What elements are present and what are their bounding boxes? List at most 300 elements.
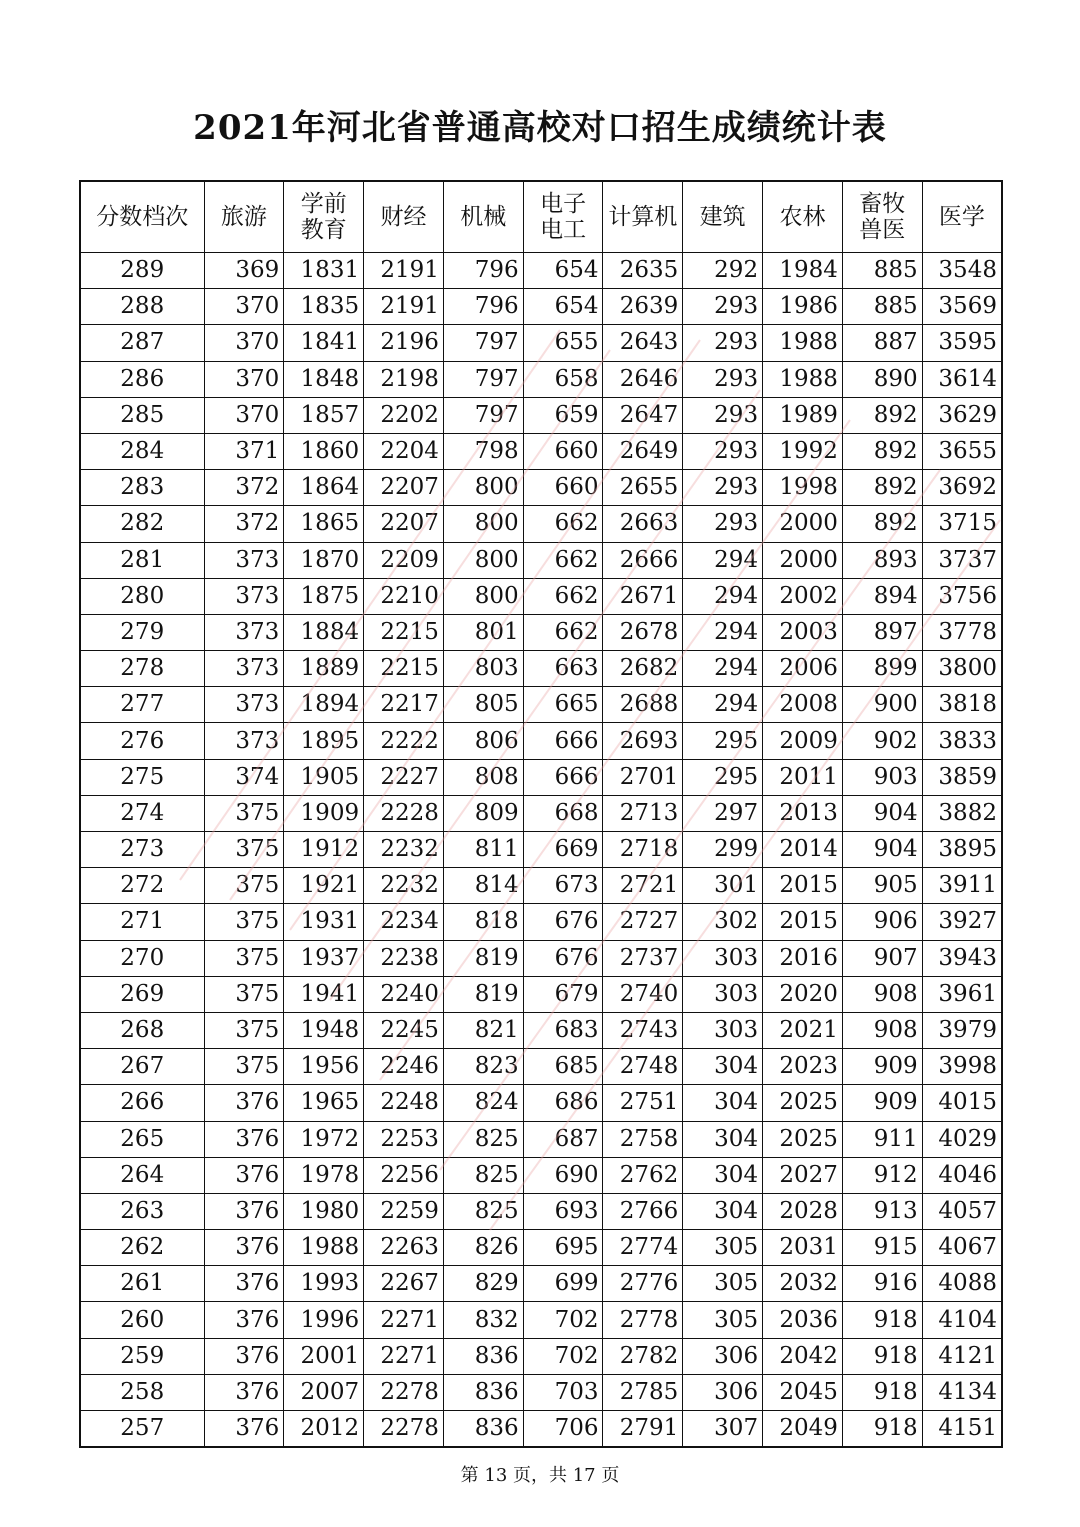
- rank-cell: 918: [842, 1374, 922, 1410]
- rank-cell: 1978: [284, 1157, 364, 1193]
- rank-cell: 796: [443, 289, 523, 325]
- rank-cell: 2655: [603, 470, 683, 506]
- score-level-cell: 275: [80, 759, 204, 795]
- score-level-cell: 266: [80, 1085, 204, 1121]
- column-header: 农林: [763, 181, 843, 253]
- table-row: [80, 723, 1002, 759]
- rank-cell: 2785: [603, 1374, 683, 1410]
- rank-cell: 375: [204, 868, 284, 904]
- rank-cell: 1931: [284, 904, 364, 940]
- rank-cell: 4151: [922, 1411, 1002, 1448]
- rank-cell: 825: [443, 1121, 523, 1157]
- rank-cell: 702: [523, 1338, 603, 1374]
- rank-cell: 2207: [364, 506, 444, 542]
- rank-cell: 293: [683, 361, 763, 397]
- rank-cell: 2045: [763, 1374, 843, 1410]
- rank-cell: 2766: [603, 1193, 683, 1229]
- rank-cell: 2758: [603, 1121, 683, 1157]
- rank-cell: 2762: [603, 1157, 683, 1193]
- rank-cell: 673: [523, 868, 603, 904]
- rank-cell: 907: [842, 940, 922, 976]
- rank-cell: 376: [204, 1157, 284, 1193]
- rank-cell: 2000: [763, 506, 843, 542]
- rank-cell: 904: [842, 832, 922, 868]
- rank-cell: 3569: [922, 289, 1002, 325]
- rank-cell: 376: [204, 1121, 284, 1157]
- rank-cell: 1905: [284, 759, 364, 795]
- rank-cell: 1948: [284, 1012, 364, 1048]
- table-row: [80, 1049, 1002, 1085]
- rank-cell: 293: [683, 506, 763, 542]
- rank-cell: 2267: [364, 1266, 444, 1302]
- rank-cell: 687: [523, 1121, 603, 1157]
- score-level-cell: 285: [80, 397, 204, 433]
- rank-cell: 4046: [922, 1157, 1002, 1193]
- score-level-cell: 263: [80, 1193, 204, 1229]
- rank-cell: 295: [683, 759, 763, 795]
- rank-cell: 1956: [284, 1049, 364, 1085]
- score-level-cell: 284: [80, 433, 204, 469]
- rank-cell: 2007: [284, 1374, 364, 1410]
- rank-cell: 693: [523, 1193, 603, 1229]
- table-row: [80, 1266, 1002, 1302]
- rank-cell: 909: [842, 1085, 922, 1121]
- table-row: [80, 433, 1002, 469]
- rank-cell: 2718: [603, 832, 683, 868]
- rank-cell: 1937: [284, 940, 364, 976]
- table-row: [80, 976, 1002, 1012]
- rank-cell: 3629: [922, 397, 1002, 433]
- rank-cell: 294: [683, 687, 763, 723]
- score-level-cell: 271: [80, 904, 204, 940]
- rank-cell: 798: [443, 433, 523, 469]
- rank-cell: 2245: [364, 1012, 444, 1048]
- rank-cell: 306: [683, 1374, 763, 1410]
- rank-cell: 2027: [763, 1157, 843, 1193]
- rank-cell: 2666: [603, 542, 683, 578]
- rank-cell: 301: [683, 868, 763, 904]
- rank-cell: 3692: [922, 470, 1002, 506]
- rank-cell: 376: [204, 1374, 284, 1410]
- rank-cell: 1986: [763, 289, 843, 325]
- score-level-cell: 286: [80, 361, 204, 397]
- rank-cell: 2028: [763, 1193, 843, 1229]
- rank-cell: 370: [204, 325, 284, 361]
- rank-cell: 890: [842, 361, 922, 397]
- rank-cell: 1980: [284, 1193, 364, 1229]
- rank-cell: 801: [443, 614, 523, 650]
- rank-cell: 3882: [922, 795, 1002, 831]
- rank-cell: 2036: [763, 1302, 843, 1338]
- rank-cell: 911: [842, 1121, 922, 1157]
- rank-cell: 829: [443, 1266, 523, 1302]
- rank-cell: 885: [842, 289, 922, 325]
- rank-cell: 1984: [763, 253, 843, 289]
- table-row: [80, 904, 1002, 940]
- rank-cell: 369: [204, 253, 284, 289]
- rank-cell: 909: [842, 1049, 922, 1085]
- rank-cell: 4104: [922, 1302, 1002, 1338]
- rank-cell: 915: [842, 1230, 922, 1266]
- rank-cell: 902: [842, 723, 922, 759]
- rank-cell: 376: [204, 1193, 284, 1229]
- page-title: 2021年河北省普通高校对口招生成绩统计表: [193, 108, 887, 148]
- column-header: 学前 教育: [284, 181, 364, 253]
- rank-cell: 683: [523, 1012, 603, 1048]
- rank-cell: 2671: [603, 578, 683, 614]
- rank-cell: 885: [842, 253, 922, 289]
- score-level-cell: 261: [80, 1266, 204, 1302]
- rank-cell: 307: [683, 1411, 763, 1448]
- table-row: [80, 868, 1002, 904]
- rank-cell: 2639: [603, 289, 683, 325]
- rank-cell: 2234: [364, 904, 444, 940]
- score-level-cell: 270: [80, 940, 204, 976]
- rank-cell: 2014: [763, 832, 843, 868]
- rank-cell: 304: [683, 1121, 763, 1157]
- score-level-cell: 269: [80, 976, 204, 1012]
- table-row: [80, 253, 1002, 289]
- rank-cell: 662: [523, 542, 603, 578]
- rank-cell: 819: [443, 940, 523, 976]
- score-level-cell: 278: [80, 651, 204, 687]
- column-header: 医学: [922, 181, 1002, 253]
- rank-cell: 685: [523, 1049, 603, 1085]
- rank-cell: 913: [842, 1193, 922, 1229]
- score-level-cell: 272: [80, 868, 204, 904]
- score-level-cell: 259: [80, 1338, 204, 1374]
- rank-cell: 2191: [364, 289, 444, 325]
- rank-cell: 3998: [922, 1049, 1002, 1085]
- table-row: [80, 470, 1002, 506]
- rank-cell: 2701: [603, 759, 683, 795]
- table-row: [80, 1157, 1002, 1193]
- rank-cell: 918: [842, 1302, 922, 1338]
- rank-cell: 2271: [364, 1338, 444, 1374]
- rank-cell: 297: [683, 795, 763, 831]
- rank-cell: 3895: [922, 832, 1002, 868]
- rank-cell: 2751: [603, 1085, 683, 1121]
- rank-cell: 897: [842, 614, 922, 650]
- rank-cell: 2721: [603, 868, 683, 904]
- rank-cell: 703: [523, 1374, 603, 1410]
- rank-cell: 3911: [922, 868, 1002, 904]
- rank-cell: 1835: [284, 289, 364, 325]
- rank-cell: 669: [523, 832, 603, 868]
- rank-cell: 293: [683, 397, 763, 433]
- rank-cell: 2001: [284, 1338, 364, 1374]
- score-level-cell: 258: [80, 1374, 204, 1410]
- table-row: [80, 614, 1002, 650]
- rank-cell: 654: [523, 289, 603, 325]
- table-row: [80, 325, 1002, 361]
- rank-cell: 294: [683, 651, 763, 687]
- rank-cell: 1884: [284, 614, 364, 650]
- rank-cell: 2013: [763, 795, 843, 831]
- rank-cell: 809: [443, 795, 523, 831]
- table-header-row: [80, 181, 1002, 253]
- table-row: [80, 397, 1002, 433]
- rank-cell: 2737: [603, 940, 683, 976]
- rank-cell: 662: [523, 614, 603, 650]
- column-header: 电子 电工: [523, 181, 603, 253]
- score-level-cell: 289: [80, 253, 204, 289]
- rank-cell: 663: [523, 651, 603, 687]
- rank-cell: 912: [842, 1157, 922, 1193]
- table-row: [80, 1193, 1002, 1229]
- rank-cell: 800: [443, 542, 523, 578]
- rank-cell: 299: [683, 832, 763, 868]
- rank-cell: 3833: [922, 723, 1002, 759]
- rank-cell: 808: [443, 759, 523, 795]
- rank-cell: 2240: [364, 976, 444, 1012]
- rank-cell: 916: [842, 1266, 922, 1302]
- rank-cell: 797: [443, 361, 523, 397]
- table-row: [80, 1085, 1002, 1121]
- table-row: [80, 759, 1002, 795]
- rank-cell: 3778: [922, 614, 1002, 650]
- score-level-cell: 281: [80, 542, 204, 578]
- rank-cell: 818: [443, 904, 523, 940]
- rank-cell: 2748: [603, 1049, 683, 1085]
- rank-cell: 3715: [922, 506, 1002, 542]
- rank-cell: 900: [842, 687, 922, 723]
- table-row: [80, 289, 1002, 325]
- column-header: 财经: [364, 181, 444, 253]
- rank-cell: 2227: [364, 759, 444, 795]
- rank-cell: 2727: [603, 904, 683, 940]
- rank-cell: 800: [443, 470, 523, 506]
- score-statistics-table: [79, 180, 1003, 1448]
- rank-cell: 797: [443, 397, 523, 433]
- rank-cell: 2256: [364, 1157, 444, 1193]
- rank-cell: 2011: [763, 759, 843, 795]
- rank-cell: 1889: [284, 651, 364, 687]
- rank-cell: 294: [683, 614, 763, 650]
- rank-cell: 2031: [763, 1230, 843, 1266]
- rank-cell: 376: [204, 1266, 284, 1302]
- rank-cell: 375: [204, 832, 284, 868]
- rank-cell: 903: [842, 759, 922, 795]
- rank-cell: 4057: [922, 1193, 1002, 1229]
- table-row: [80, 542, 1002, 578]
- rank-cell: 2693: [603, 723, 683, 759]
- rank-cell: 305: [683, 1266, 763, 1302]
- rank-cell: 1864: [284, 470, 364, 506]
- rank-cell: 893: [842, 542, 922, 578]
- rank-cell: 908: [842, 976, 922, 1012]
- rank-cell: 375: [204, 904, 284, 940]
- rank-cell: 3548: [922, 253, 1002, 289]
- score-level-cell: 262: [80, 1230, 204, 1266]
- table-row: [80, 1302, 1002, 1338]
- rank-cell: 2232: [364, 868, 444, 904]
- rank-cell: 679: [523, 976, 603, 1012]
- rank-cell: 4134: [922, 1374, 1002, 1410]
- rank-cell: 375: [204, 795, 284, 831]
- rank-cell: 293: [683, 470, 763, 506]
- score-level-cell: 282: [80, 506, 204, 542]
- rank-cell: 304: [683, 1193, 763, 1229]
- rank-cell: 2207: [364, 470, 444, 506]
- rank-cell: 3818: [922, 687, 1002, 723]
- rank-cell: 1895: [284, 723, 364, 759]
- rank-cell: 2006: [763, 651, 843, 687]
- rank-cell: 2042: [763, 1338, 843, 1374]
- rank-cell: 3800: [922, 651, 1002, 687]
- rank-cell: 1989: [763, 397, 843, 433]
- rank-cell: 826: [443, 1230, 523, 1266]
- table-row: [80, 687, 1002, 723]
- rank-cell: 1988: [763, 361, 843, 397]
- rank-cell: 3655: [922, 433, 1002, 469]
- rank-cell: 4029: [922, 1121, 1002, 1157]
- rank-cell: 1972: [284, 1121, 364, 1157]
- rank-cell: 904: [842, 795, 922, 831]
- rank-cell: 706: [523, 1411, 603, 1448]
- rank-cell: 3961: [922, 976, 1002, 1012]
- score-level-cell: 264: [80, 1157, 204, 1193]
- rank-cell: 1857: [284, 397, 364, 433]
- rank-cell: 2278: [364, 1374, 444, 1410]
- rank-cell: 2215: [364, 651, 444, 687]
- rank-cell: 2635: [603, 253, 683, 289]
- rank-cell: 1841: [284, 325, 364, 361]
- rank-cell: 294: [683, 542, 763, 578]
- rank-cell: 1992: [763, 433, 843, 469]
- column-header: 机械: [443, 181, 523, 253]
- rank-cell: 372: [204, 470, 284, 506]
- rank-cell: 2740: [603, 976, 683, 1012]
- rank-cell: 2015: [763, 904, 843, 940]
- table-row: [80, 1121, 1002, 1157]
- rank-cell: 2025: [763, 1085, 843, 1121]
- rank-cell: 1993: [284, 1266, 364, 1302]
- rank-cell: 2209: [364, 542, 444, 578]
- rank-cell: 2713: [603, 795, 683, 831]
- score-level-cell: 265: [80, 1121, 204, 1157]
- rank-cell: 906: [842, 904, 922, 940]
- rank-cell: 2008: [763, 687, 843, 723]
- rank-cell: 373: [204, 687, 284, 723]
- rank-cell: 2649: [603, 433, 683, 469]
- rank-cell: 892: [842, 470, 922, 506]
- rank-cell: 370: [204, 289, 284, 325]
- rank-cell: 2776: [603, 1266, 683, 1302]
- rank-cell: 305: [683, 1302, 763, 1338]
- rank-cell: 2023: [763, 1049, 843, 1085]
- rank-cell: 1921: [284, 868, 364, 904]
- rank-cell: 2782: [603, 1338, 683, 1374]
- rank-cell: 3927: [922, 904, 1002, 940]
- rank-cell: 375: [204, 940, 284, 976]
- rank-cell: 2663: [603, 506, 683, 542]
- rank-cell: 1909: [284, 795, 364, 831]
- rank-cell: 660: [523, 433, 603, 469]
- table-row: [80, 1374, 1002, 1410]
- rank-cell: 908: [842, 1012, 922, 1048]
- rank-cell: 3614: [922, 361, 1002, 397]
- rank-cell: 892: [842, 397, 922, 433]
- table-row: [80, 1230, 1002, 1266]
- rank-cell: 4121: [922, 1338, 1002, 1374]
- rank-cell: 2743: [603, 1012, 683, 1048]
- rank-cell: 3756: [922, 578, 1002, 614]
- rank-cell: 371: [204, 433, 284, 469]
- rank-cell: 373: [204, 723, 284, 759]
- rank-cell: 2217: [364, 687, 444, 723]
- rank-cell: 2238: [364, 940, 444, 976]
- table-row: [80, 506, 1002, 542]
- rank-cell: 2647: [603, 397, 683, 433]
- rank-cell: 1848: [284, 361, 364, 397]
- rank-cell: 814: [443, 868, 523, 904]
- score-level-cell: 280: [80, 578, 204, 614]
- table-row: [80, 1012, 1002, 1048]
- rank-cell: 373: [204, 542, 284, 578]
- rank-cell: 1998: [763, 470, 843, 506]
- score-level-cell: 283: [80, 470, 204, 506]
- rank-cell: 2002: [763, 578, 843, 614]
- score-level-cell: 267: [80, 1049, 204, 1085]
- rank-cell: 376: [204, 1230, 284, 1266]
- rank-cell: 659: [523, 397, 603, 433]
- rank-cell: 899: [842, 651, 922, 687]
- rank-cell: 2049: [763, 1411, 843, 1448]
- rank-cell: 304: [683, 1157, 763, 1193]
- rank-cell: 668: [523, 795, 603, 831]
- rank-cell: 894: [842, 578, 922, 614]
- rank-cell: 2003: [763, 614, 843, 650]
- rank-cell: 2248: [364, 1085, 444, 1121]
- rank-cell: 2791: [603, 1411, 683, 1448]
- table-row: [80, 361, 1002, 397]
- rank-cell: 373: [204, 651, 284, 687]
- rank-cell: 905: [842, 868, 922, 904]
- score-level-cell: 277: [80, 687, 204, 723]
- rank-cell: 796: [443, 253, 523, 289]
- rank-cell: 1912: [284, 832, 364, 868]
- column-header: 计算机: [603, 181, 683, 253]
- rank-cell: 1894: [284, 687, 364, 723]
- rank-cell: 655: [523, 325, 603, 361]
- score-level-cell: 287: [80, 325, 204, 361]
- rank-cell: 372: [204, 506, 284, 542]
- column-header: 分数档次: [80, 181, 204, 253]
- rank-cell: 1988: [284, 1230, 364, 1266]
- rank-cell: 293: [683, 433, 763, 469]
- rank-cell: 2259: [364, 1193, 444, 1229]
- column-header: 建筑: [683, 181, 763, 253]
- rank-cell: 4088: [922, 1266, 1002, 1302]
- rank-cell: 660: [523, 470, 603, 506]
- rank-cell: 2215: [364, 614, 444, 650]
- table-row: [80, 578, 1002, 614]
- table-row: [80, 832, 1002, 868]
- rank-cell: 892: [842, 506, 922, 542]
- table-body: [80, 253, 1002, 1448]
- rank-cell: 375: [204, 1012, 284, 1048]
- score-level-cell: 268: [80, 1012, 204, 1048]
- rank-cell: 304: [683, 1049, 763, 1085]
- rank-cell: 836: [443, 1411, 523, 1448]
- rank-cell: 892: [842, 433, 922, 469]
- rank-cell: 370: [204, 361, 284, 397]
- page-footer: 第 13 页，共 17 页: [460, 1465, 620, 1486]
- rank-cell: 654: [523, 253, 603, 289]
- rank-cell: 293: [683, 289, 763, 325]
- rank-cell: 800: [443, 506, 523, 542]
